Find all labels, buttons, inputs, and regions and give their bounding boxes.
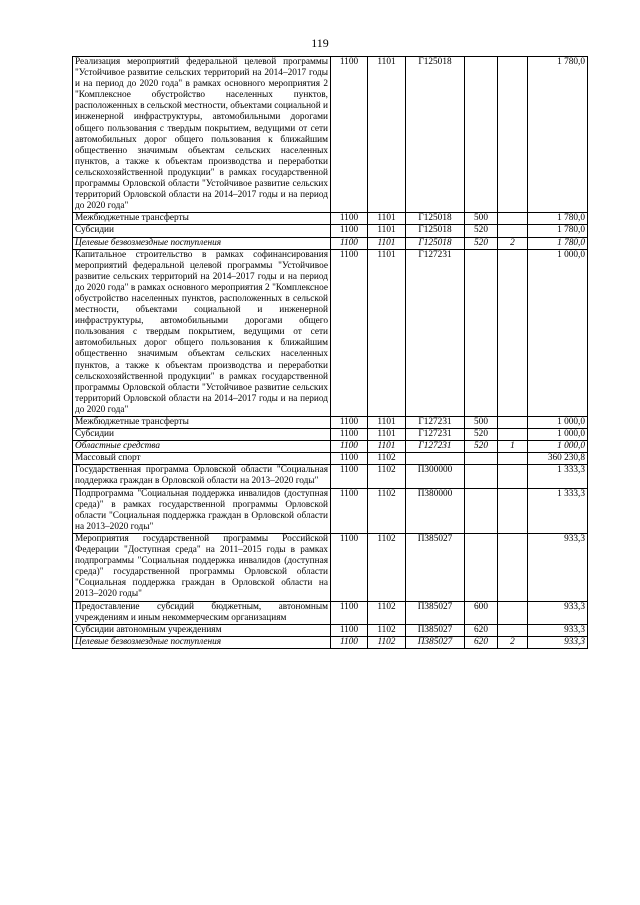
target-article-code: Г127231 bbox=[406, 429, 465, 441]
expense-type-code: 520 bbox=[465, 429, 498, 441]
amount-value: 1 000,0 bbox=[528, 441, 588, 453]
section-code: 1100 bbox=[331, 624, 368, 636]
target-article-code: Г127231 bbox=[406, 249, 465, 416]
source-code bbox=[498, 225, 528, 237]
amount-value: 1 780,0 bbox=[528, 237, 588, 249]
amount-value: 1 000,0 bbox=[528, 249, 588, 416]
row-name: Межбюджетные трансферты bbox=[73, 417, 331, 429]
table-row bbox=[73, 57, 588, 213]
target-article-code: Г127231 bbox=[406, 417, 465, 429]
section-code: 1100 bbox=[331, 441, 368, 453]
expense-type-code bbox=[465, 488, 498, 533]
table-row bbox=[73, 624, 588, 636]
table-row bbox=[73, 237, 588, 249]
table-row bbox=[73, 533, 588, 601]
target-article-code: П300000 bbox=[406, 465, 465, 488]
table-row bbox=[73, 249, 588, 416]
section-code: 1100 bbox=[331, 429, 368, 441]
expense-type-code bbox=[465, 533, 498, 601]
amount-value: 933,3 bbox=[528, 533, 588, 601]
row-name: Государственная программа Орловской области "Социальная поддержка граждан в Орловской области на 2013–2020 годы" bbox=[73, 465, 331, 488]
section-code: 1100 bbox=[331, 636, 368, 648]
row-name: Массовый спорт bbox=[73, 453, 331, 465]
row-name: Капитальное строительство в рамках софинансирования мероприятий федеральной целевой программы "Устойчивое развитие сельских территорий на 2014–2017 годы и на период до 2020 года" в рамках основного мероприятия 2 "Комплексное обустройство населенных пунктов, расположенных в сельской местности, объектами социальной и инженерной инфраструктуры, автомобильными дорогами общего пользования с твердым покрытием, ведущими от сети автомобильных дорог общего пользования к ближайшим общественно значимым объектам сельских населенных пунктов, а также к объектам производства и переработки сельскохозяйственной продукции" в рамках государственной программы Орловской области "Устойчивое развитие сельских территорий Орловской области на 2014–2017 годы и на период до 2020 года" bbox=[73, 249, 331, 416]
amount-value: 360 230,8 bbox=[528, 453, 588, 465]
table-row bbox=[73, 636, 588, 648]
section-code: 1100 bbox=[331, 417, 368, 429]
row-name: Целевые безвозмездные поступления bbox=[73, 237, 331, 249]
section-code: 1100 bbox=[331, 237, 368, 249]
row-name: Областные средства bbox=[73, 441, 331, 453]
subsection-code: 1101 bbox=[368, 213, 406, 225]
source-code bbox=[498, 417, 528, 429]
subsection-code: 1102 bbox=[368, 465, 406, 488]
table-row bbox=[73, 225, 588, 237]
source-code bbox=[498, 488, 528, 533]
target-article-code: Г125018 bbox=[406, 213, 465, 225]
target-article-code: Г125018 bbox=[406, 237, 465, 249]
expense-type-code bbox=[465, 465, 498, 488]
subsection-code: 1101 bbox=[368, 429, 406, 441]
expense-type-code: 520 bbox=[465, 225, 498, 237]
source-code: 2 bbox=[498, 237, 528, 249]
table-row bbox=[73, 213, 588, 225]
amount-value: 1 333,3 bbox=[528, 488, 588, 533]
amount-value: 1 780,0 bbox=[528, 213, 588, 225]
expense-type-code: 620 bbox=[465, 636, 498, 648]
subsection-code: 1102 bbox=[368, 624, 406, 636]
subsection-code: 1101 bbox=[368, 237, 406, 249]
row-name: Подпрограмма "Социальная поддержка инвалидов (доступная среда)" в рамках государственной программы Орловской области "Социальная поддержка граждан в Орловской области на 2013–2020 годы" bbox=[73, 488, 331, 533]
expense-type-code: 500 bbox=[465, 213, 498, 225]
amount-value: 1 000,0 bbox=[528, 417, 588, 429]
row-name: Реализация мероприятий федеральной целевой программы "Устойчивое развитие сельских территорий на 2014–2017 годы и на период до 2020 года" в рамках основного мероприятия 2 "Комплексное обустройство населенных пунктов, расположенных в сельской местности, объектами социальной и инженерной инфраструктуры, автомобильными дорогами общего пользования с твердым покрытием, ведущими от сети автомобильных дорог общего пользования к ближайшим общественно значимым объектам сельских населенных пунктов, а также к объектам производства и переработки сельскохозяйственной продукции" в рамках государственной программы Орловской области "Устойчивое развитие сельских территорий Орловской области на 2014–2017 годы и на период до 2020 года" bbox=[73, 57, 331, 213]
source-code bbox=[498, 249, 528, 416]
expense-type-code bbox=[465, 57, 498, 213]
subsection-code: 1101 bbox=[368, 417, 406, 429]
section-code: 1100 bbox=[331, 57, 368, 213]
section-code: 1100 bbox=[331, 249, 368, 416]
subsection-code: 1101 bbox=[368, 225, 406, 237]
table-row bbox=[73, 465, 588, 488]
source-code bbox=[498, 57, 528, 213]
budget-table bbox=[72, 56, 588, 649]
source-code bbox=[498, 213, 528, 225]
section-code: 1100 bbox=[331, 453, 368, 465]
row-name: Субсидии автономным учреждениям bbox=[73, 624, 331, 636]
row-name: Межбюджетные трансферты bbox=[73, 213, 331, 225]
budget-table-body bbox=[73, 57, 588, 649]
amount-value: 933,3 bbox=[528, 624, 588, 636]
amount-value: 1 333,3 bbox=[528, 465, 588, 488]
page-number: 119 bbox=[311, 36, 329, 50]
table-row bbox=[73, 488, 588, 533]
expense-type-code: 500 bbox=[465, 417, 498, 429]
subsection-code: 1101 bbox=[368, 57, 406, 213]
amount-value: 933,3 bbox=[528, 636, 588, 648]
expense-type-code: 520 bbox=[465, 237, 498, 249]
row-name: Субсидии bbox=[73, 429, 331, 441]
table-row bbox=[73, 601, 588, 624]
table-row bbox=[73, 429, 588, 441]
row-name: Субсидии bbox=[73, 225, 331, 237]
subsection-code: 1102 bbox=[368, 601, 406, 624]
source-code bbox=[498, 453, 528, 465]
target-article-code: П380000 bbox=[406, 488, 465, 533]
row-name: Предоставление субсидий бюджетным, автономным учреждениям и иным некоммерческим организациям bbox=[73, 601, 331, 624]
table-row bbox=[73, 417, 588, 429]
subsection-code: 1102 bbox=[368, 488, 406, 533]
subsection-code: 1102 bbox=[368, 453, 406, 465]
section-code: 1100 bbox=[331, 213, 368, 225]
target-article-code: П385027 bbox=[406, 636, 465, 648]
table-row bbox=[73, 441, 588, 453]
target-article-code: П385027 bbox=[406, 624, 465, 636]
subsection-code: 1101 bbox=[368, 441, 406, 453]
source-code bbox=[498, 624, 528, 636]
source-code bbox=[498, 465, 528, 488]
expense-type-code: 520 bbox=[465, 441, 498, 453]
section-code: 1100 bbox=[331, 488, 368, 533]
row-name: Целевые безвозмездные поступления bbox=[73, 636, 331, 648]
source-code bbox=[498, 601, 528, 624]
expense-type-code bbox=[465, 249, 498, 416]
expense-type-code: 620 bbox=[465, 624, 498, 636]
target-article-code: Г125018 bbox=[406, 225, 465, 237]
section-code: 1100 bbox=[331, 601, 368, 624]
source-code: 1 bbox=[498, 441, 528, 453]
section-code: 1100 bbox=[331, 465, 368, 488]
subsection-code: 1101 bbox=[368, 249, 406, 416]
table-row bbox=[73, 453, 588, 465]
target-article-code: П385027 bbox=[406, 533, 465, 601]
target-article-code: П385027 bbox=[406, 601, 465, 624]
target-article-code: Г127231 bbox=[406, 441, 465, 453]
amount-value: 933,3 bbox=[528, 601, 588, 624]
amount-value: 1 780,0 bbox=[528, 57, 588, 213]
source-code: 2 bbox=[498, 636, 528, 648]
amount-value: 1 780,0 bbox=[528, 225, 588, 237]
subsection-code: 1102 bbox=[368, 533, 406, 601]
expense-type-code bbox=[465, 453, 498, 465]
expense-type-code: 600 bbox=[465, 601, 498, 624]
row-name: Мероприятия государственной программы Российской Федерации "Доступная среда" на 2011–2015 годы в рамках подпрограммы "Социальная поддержка инвалидов (доступная среда)" государственной программы Орловской области "Социальная поддержка граждан в Орловской области на 2013–2020 годы" bbox=[73, 533, 331, 601]
subsection-code: 1102 bbox=[368, 636, 406, 648]
target-article-code: Г125018 bbox=[406, 57, 465, 213]
target-article-code bbox=[406, 453, 465, 465]
section-code: 1100 bbox=[331, 225, 368, 237]
amount-value: 1 000,0 bbox=[528, 429, 588, 441]
source-code bbox=[498, 429, 528, 441]
source-code bbox=[498, 533, 528, 601]
section-code: 1100 bbox=[331, 533, 368, 601]
